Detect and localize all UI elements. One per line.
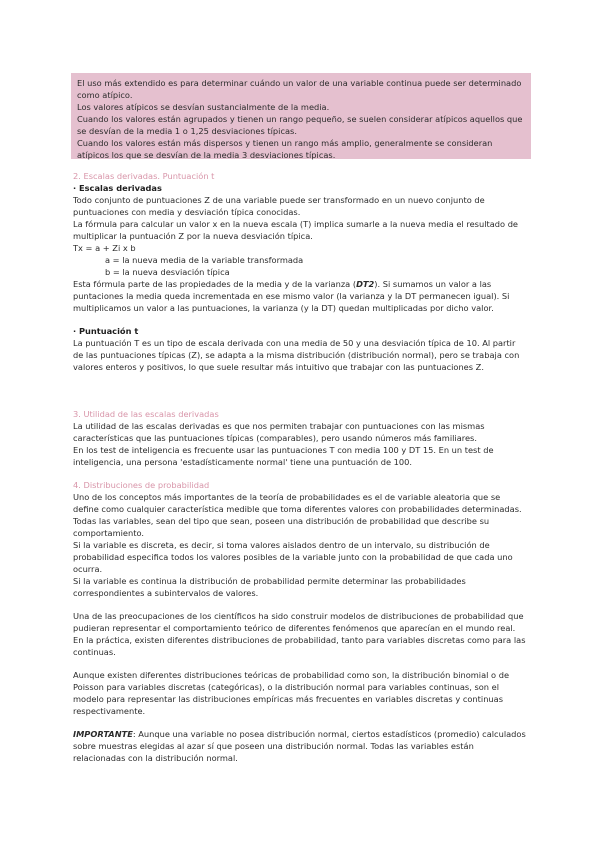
subheading: · Escalas derivadas	[73, 183, 162, 193]
paragraph: Todo conjunto de puntuaciones Z de una variable puede ser transformado en un nuevo conjunto de puntuaciones con media y desviación típica conocidas.	[73, 195, 485, 217]
text-span: ). Si sumamos un valor a las puntaciones la media queda incrementada en ese mismo valor (la varianza y la DT permanecen igual). Si multiplicamos un valor a las puntuaciones, la varianza (y la DT) quedan multiplicadas por dicho valor.	[73, 279, 510, 313]
paragraph: Si la variable es discreta, es decir, si toma valores aislados dentro de un intervalo, su distribución de probabilidad especifica todos los valores posibles de la variable junto con la probabilidad de que cada uno ocurra.	[73, 540, 513, 574]
section-heading: 3. Utilidad de las escalas derivadas	[73, 409, 219, 419]
note-line: El uso más extendido es para determinar cuándo un valor de una variable continua puede ser determinado como atípico.	[77, 78, 522, 100]
section-escalas-derivadas	[73, 170, 528, 373]
note-line: Los valores atípicos se desvían sustancialmente de la media.	[77, 102, 330, 112]
note-line: Cuando los valores están más dispersos y tienen un rango más amplio, generalmente se consideran atípicos los que se desvían de la media 3 desviaciones típicas.	[77, 138, 493, 160]
paragraph: La utilidad de las escalas derivadas es que nos permiten trabajar con puntuaciones con las mismas características que las puntuaciones típicas (comparables), pero usando números más familiares.	[73, 421, 485, 443]
paragraph: Uno de los conceptos más importantes de la teoría de probabilidades es el de variable aleatoria que se define como cualquier característica medible que toma diferentes valores con probabilidades determinadas.	[73, 492, 522, 514]
definition-a: a = la nueva media de la variable transformada	[105, 255, 304, 265]
paragraph: Todas las variables, sean del tipo que sean, poseen una distribución de probabilidad que describe su comportamiento.	[73, 516, 490, 538]
note-line: Cuando los valores están agrupados y tienen un rango pequeño, se suelen considerar atípicos aquellos que se desvían de la media 1 o 1,25 desviaciones típicas.	[77, 114, 523, 136]
paragraph: Si la variable es continua la distribución de probabilidad permite determinar las probabilidades correspondientes a subintervalos de valores.	[73, 576, 466, 598]
subheading: · Puntuación t	[73, 326, 139, 336]
dt2-reference: DT2	[356, 279, 375, 289]
section-heading: 2. Escalas derivadas. Puntuación t	[73, 171, 215, 181]
paragraph	[73, 278, 528, 314]
text-span: Esta fórmula parte de las propiedades de la media y de la varianza (	[73, 279, 357, 289]
section-heading: 4. Distribuciones de probabilidad	[73, 480, 210, 490]
paragraph: Una de las preocupaciones de los científicos ha sido construir modelos de distribuciones de probabilidad que pudieran representar el comportamiento teórico de diferentes fenómenos que aparecían en el mundo real. En la práctica, existen diferentes distribuciones de probabilidad, tanto para variables discretas como para las continuas.	[73, 611, 526, 657]
definition-b: b = la nueva desviación típica	[105, 267, 230, 277]
paragraph: La puntuación T es un tipo de escala derivada con una media de 50 y una desviación típica de 10. Al partir de las puntuaciones típicas (Z), se adapta a la misma distribución (distribución normal), pero se trabaja con valores enteros y positivos, lo que suele resultar más intuitivo que trabajar con las puntuaciones Z.	[73, 338, 520, 372]
formula: Tx = a + Zi x b	[73, 243, 136, 253]
paragraph: En los test de inteligencia es frecuente usar las puntuaciones T con media 100 y DT 15. En un test de inteligencia, una persona 'estadísticamente normal' tiene una puntuación de 100.	[73, 445, 494, 467]
highlighted-note	[71, 73, 531, 159]
paragraph: Aunque existen diferentes distribuciones teóricas de probabilidad como son, la distribución binomial o de Poisson para variables discretas (categóricas), o la distribución normal para variables continuas, son el modelo para representar las distribuciones empíricas más frecuentes en variables discretas y continuas respectivamente.	[73, 670, 510, 716]
paragraph: La fórmula para calcular un valor x en la nueva escala (T) implica sumarle a la nueva media el resultado de multiplicar la puntuación Z por la nueva desviación típica.	[73, 219, 519, 241]
section-utilidad	[73, 408, 528, 468]
important-label: IMPORTANTE	[73, 729, 133, 739]
important-paragraph	[73, 728, 528, 764]
section-distribuciones	[73, 479, 528, 764]
text-span: : Aunque una variable no posea distribución normal, ciertos estadísticos (promedio) calculados sobre muestras elegidas al azar sí que poseen una distribución normal. Todas las variables están relacionadas con la distribución normal.	[73, 729, 526, 763]
